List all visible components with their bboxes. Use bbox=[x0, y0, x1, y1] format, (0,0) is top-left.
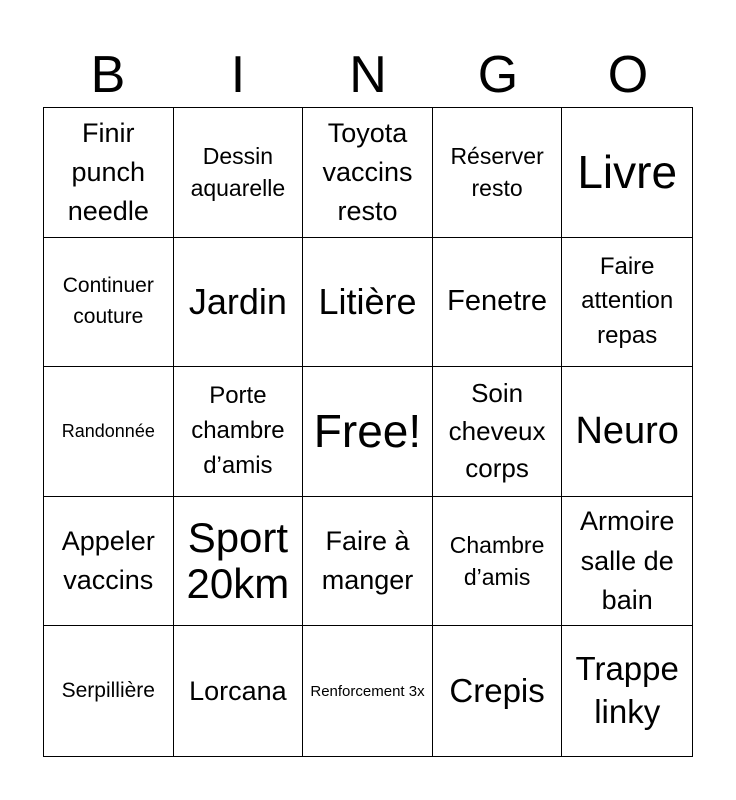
cell-label: Dessin aquarelle bbox=[190, 143, 286, 202]
cell-label: Trappe linky bbox=[575, 650, 679, 731]
cell-label: Réserver resto bbox=[450, 143, 544, 202]
bingo-cell[interactable] bbox=[174, 108, 304, 238]
cell-label: Toyota vaccins resto bbox=[322, 117, 413, 226]
bingo-board bbox=[43, 107, 693, 757]
header-letter-i: I bbox=[230, 46, 246, 104]
cell-label: Porte chambre d’amis bbox=[191, 382, 285, 479]
bingo-cell[interactable] bbox=[562, 497, 692, 627]
header-letter-g: G bbox=[477, 46, 519, 104]
cell-label: Continuer couture bbox=[62, 274, 154, 328]
cell-label: Lorcana bbox=[189, 675, 287, 706]
cell-label: Fenetre bbox=[447, 285, 548, 318]
cell-label: Randonnée bbox=[61, 421, 155, 442]
bingo-header bbox=[43, 44, 693, 106]
bingo-cell[interactable] bbox=[44, 367, 174, 497]
cell-label: Livre bbox=[577, 145, 678, 198]
bingo-cell[interactable] bbox=[174, 367, 304, 497]
bingo-cell[interactable] bbox=[433, 238, 563, 368]
cell-label: Chambre d’amis bbox=[449, 531, 545, 591]
bingo-cell[interactable] bbox=[562, 238, 692, 368]
cell-label: Appeler vaccins bbox=[61, 525, 155, 596]
bingo-cell[interactable] bbox=[562, 367, 692, 497]
bingo-cell free-space[interactable] bbox=[303, 367, 433, 497]
bingo-cell[interactable] bbox=[303, 626, 433, 756]
cell-label: Litière bbox=[318, 281, 417, 323]
bingo-cell[interactable] bbox=[44, 238, 174, 368]
bingo-cell[interactable] bbox=[44, 626, 174, 756]
bingo-cell[interactable] bbox=[433, 626, 563, 756]
cell-label: Faire à manger bbox=[321, 525, 414, 596]
cell-label: Finir punch needle bbox=[67, 117, 149, 226]
cell-label: Faire attention repas bbox=[581, 252, 674, 350]
cell-label: Neuro bbox=[575, 409, 679, 452]
cell-label: Free! bbox=[313, 405, 422, 458]
cell-label: Soin cheveux corps bbox=[448, 377, 546, 484]
header-letter-n: N bbox=[349, 46, 387, 104]
bingo-cell[interactable] bbox=[303, 238, 433, 368]
header-letter-b: B bbox=[90, 46, 126, 104]
cell-label: Renforcement 3x bbox=[310, 682, 425, 700]
bingo-cell[interactable] bbox=[174, 497, 304, 627]
bingo-cell[interactable] bbox=[562, 626, 692, 756]
bingo-cell[interactable] bbox=[303, 497, 433, 627]
bingo-cell[interactable] bbox=[44, 497, 174, 627]
bingo-cell[interactable] bbox=[433, 367, 563, 497]
bingo-cell[interactable] bbox=[44, 108, 174, 238]
cell-label: Sport 20km bbox=[186, 513, 290, 608]
bingo-cell[interactable] bbox=[433, 497, 563, 627]
bingo-cell[interactable] bbox=[433, 108, 563, 238]
cell-label: Armoire salle de bain bbox=[579, 506, 675, 615]
cell-label: Jardin bbox=[188, 281, 287, 323]
cell-label: Serpillière bbox=[61, 679, 155, 703]
bingo-cell[interactable] bbox=[174, 626, 304, 756]
bingo-cell[interactable] bbox=[562, 108, 692, 238]
header-letter-o: O bbox=[607, 46, 649, 104]
bingo-cell[interactable] bbox=[303, 108, 433, 238]
bingo-cell[interactable] bbox=[174, 238, 304, 368]
cell-label: Crepis bbox=[449, 672, 545, 710]
